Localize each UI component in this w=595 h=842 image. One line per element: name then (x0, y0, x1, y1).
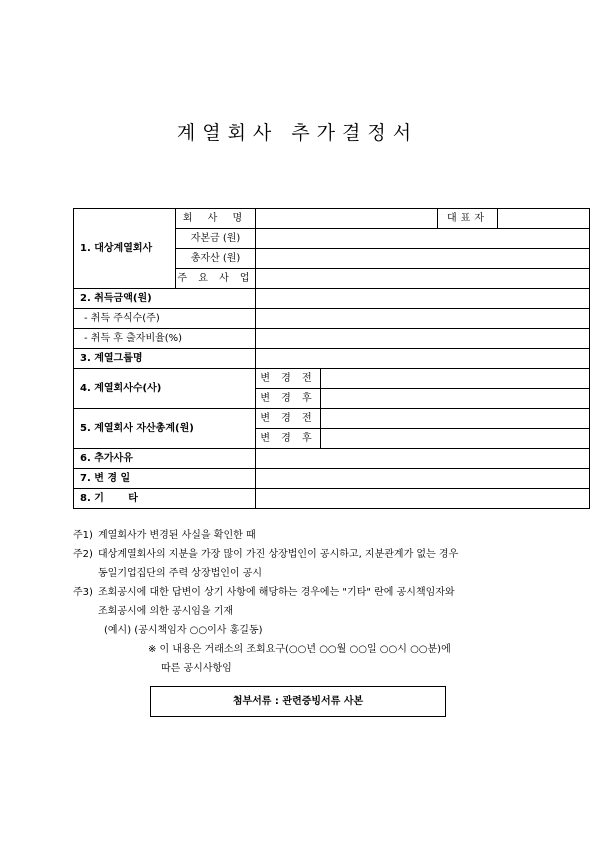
target-company-label: 1. 대상계열회사 (74, 209, 176, 289)
total-assets-field[interactable] (256, 249, 590, 269)
note-1 (73, 526, 533, 545)
reason-field[interactable] (256, 449, 590, 469)
acquisition-amount-field[interactable] (256, 289, 590, 309)
after-change-label: 변 경 후 (256, 429, 321, 449)
main-business-label: 주 요 사 업 (176, 269, 256, 289)
before-change-label: 변 경 전 (256, 409, 321, 429)
before-change-label: 변 경 전 (256, 369, 321, 389)
note-remark: ※ 이 내용은 거래소의 조회요구(○○년 ○○월 ○○일 ○○시 ○○분)에 (148, 644, 451, 655)
post-ownership-label: - 취득 후 출자비율(%) (74, 329, 256, 349)
note-text: 대상계열회사의 지분을 가장 많이 가진 상장법인이 공시하고, 지분관계가 없는 경우 (98, 549, 459, 560)
reason-label: 6. 추가사유 (74, 449, 256, 469)
capital-label: 자본금 (원) (176, 229, 256, 249)
note-text: 계열회사가 변경된 사실을 확인한 때 (98, 530, 256, 541)
affiliate-count-after-field[interactable] (321, 389, 590, 409)
note-number: 주2) (73, 549, 93, 560)
change-date-label: 7. 변 경 일 (74, 469, 256, 489)
main-business-field[interactable] (256, 269, 590, 289)
note-example: (예시) (공시책임자 ○○이사 홍길동) (104, 625, 263, 636)
affiliate-assets-after-field[interactable] (321, 429, 590, 449)
group-name-label: 3. 계열그룹명 (74, 349, 256, 369)
footnotes (73, 526, 533, 678)
note-3-continued: 조회공시에 의한 공시임을 기재 (98, 606, 234, 617)
company-name-label: 회 사 명 (176, 209, 256, 229)
note-remark-continued: 따른 공시사항임 (161, 663, 232, 674)
affiliate-count-before-field[interactable] (321, 369, 590, 389)
total-assets-label: 총자산 (원) (176, 249, 256, 269)
note-text: 조회공시에 대한 답변이 상기 사항에 해당하는 경우에는 "기타" 란에 공시책임자와 (98, 587, 455, 598)
after-change-label: 변 경 후 (256, 389, 321, 409)
disclosure-form-table (73, 208, 590, 509)
document-title: 계열회사 추가결정서 (176, 122, 419, 144)
affiliate-assets-label: 5. 계열회사 자산총계(원) (74, 409, 256, 449)
acquired-shares-field[interactable] (256, 309, 590, 329)
attachment-box: 첨부서류 : 관련증빙서류 사본 (150, 686, 446, 717)
representative-label: 대표자 (438, 209, 498, 229)
other-field[interactable] (256, 489, 590, 509)
note-3 (73, 583, 533, 602)
acquisition-amount-label: 2. 취득금액(원) (74, 289, 256, 309)
group-name-field[interactable] (256, 349, 590, 369)
note-number: 주1) (73, 530, 93, 541)
note-2-continued: 동일기업집단의 주력 상장법인이 공시 (98, 568, 263, 579)
note-number: 주3) (73, 587, 93, 598)
affiliate-assets-before-field[interactable] (321, 409, 590, 429)
representative-field[interactable] (498, 209, 590, 229)
change-date-field[interactable] (256, 469, 590, 489)
note-2 (73, 545, 533, 564)
company-name-field[interactable] (256, 209, 438, 229)
capital-field[interactable] (256, 229, 590, 249)
acquired-shares-label: - 취득 주식수(주) (74, 309, 256, 329)
affiliate-count-label: 4. 계열회사수(사) (74, 369, 256, 409)
other-label: 8. 기 타 (74, 489, 256, 509)
post-ownership-field[interactable] (256, 329, 590, 349)
